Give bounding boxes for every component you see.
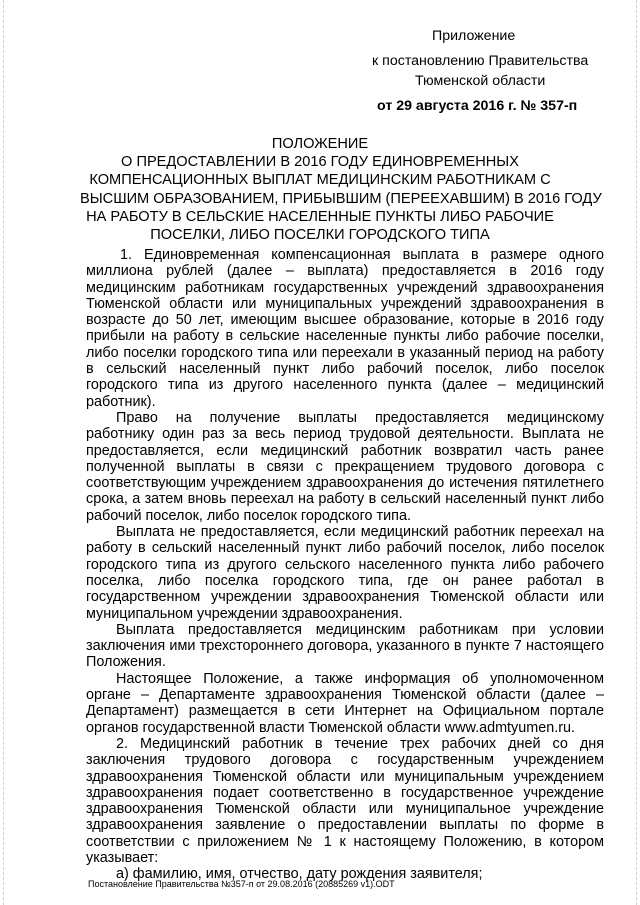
paragraph-4: Выплата предоставляется медицинским работникам при условии заключения ими трехстороннего договора, указанного в пункте 7 настоящего Положения. xyxy=(86,621,604,671)
document-body xyxy=(86,247,604,883)
page-edge-right xyxy=(636,0,637,905)
paragraph-6: 2. Медицинский работник в течение трех рабочих дней со дня заключения трудового договора с государственным учреждением здравоохранения Тюменской области или муниципальным учреждением здравоохранения подает соответственно в государственное учреждение здравоохранения Тюменской области или муниципальное учреждение здравоохранения заявление о предоставлении выплаты по форме в соответствии с приложением № 1 к настоящему Положению, в котором указывает: xyxy=(86,735,604,866)
paragraph-7: а) фамилию, имя, отчество, дату рождения заявителя; xyxy=(116,866,483,883)
title-line: ВЫСШИМ ОБРАЗОВАНИЕМ, ПРИБЫВШИМ (ПЕРЕЕХАВШИМ) В 2016 ГОДУ xyxy=(80,190,602,207)
document-title xyxy=(80,135,602,244)
paragraph-3: Выплата не предоставляется, если медицинский работник переехал на работу в сельский населенный пункт либо рабочий поселок, либо поселок городского типа из другого сельского населенного пункта либо рабочего поселка, либо поселка городского типа, где он ранее работал в государственном учреждении здравоохранения Тюменской области или муниципальном учреждении здравоохранения. xyxy=(86,524,604,622)
title-line: ПОЛОЖЕНИЕ xyxy=(271,136,369,152)
title-line: НА РАБОТУ В СЕЛЬСКИЕ НАСЕЛЕННЫЕ ПУНКТЫ ЛИБО РАБОЧИЕ xyxy=(86,208,554,225)
appendix-date-number: от 29 августа 2016 г. № 357-п xyxy=(377,98,578,114)
paragraph-2: Право на получение выплаты предоставляется медицинскому работнику один раз за весь период трудовой деятельности. Выплата не предоставляется, если медицинский работник возвратил часть ранее полученной выплаты в связи с прекращением трудового договора с соответствующим учреждением здравоохранения до истечения пятилетнего срока, а затем вновь переехал на работу в сельский населенный пункт либо рабочий поселок, либо поселок городского типа. xyxy=(86,409,604,524)
title-line: О ПРЕДОСТАВЛЕНИИ В 2016 ГОДУ ЕДИНОВРЕМЕННЫХ xyxy=(121,154,519,171)
paragraph-1: 1. Единовременная компенсационная выплата в размере одного миллиона рублей (далее – выплата) предоставляется в 2016 году медицинским работникам государственных учреждений здравоохранения Тюменской области или муниципальных учреждений здравоохранения в возрасте до 50 лет, имеющим высшее образование, которые в 2016 году прибыли на работу в сельские населенные пункты либо рабочие поселки, либо поселки городского типа или переехали в указанный период на работу в сельский населенный пункт либо рабочий поселок, либо поселок городского типа из другого населенного пункта (далее – медицинский работник). xyxy=(86,247,604,410)
title-line: ПОСЕЛКИ, ЛИБО ПОСЕЛКИ ГОРОДСКОГО ТИПА xyxy=(150,226,490,243)
title-line: КОМПЕНСАЦИОННЫХ ВЫПЛАТ МЕДИЦИНСКИМ РАБОТНИКАМ С xyxy=(89,172,551,189)
appendix-label: Приложение xyxy=(432,28,516,44)
paragraph-5: Настоящее Положение, а также информация об уполномоченном органе – Департаменте здравоохранения Тюменской области (далее – Департамент) размещается в сети Интернет на Официальном портале органов государственной власти Тюменской области www.admtyumen.ru. xyxy=(86,670,604,736)
appendix-region-line: Тюменской области xyxy=(415,73,546,89)
page-edge-left xyxy=(3,0,4,905)
appendix-decree-line: к постановлению Правительства xyxy=(372,53,589,69)
page-footer: Постановление Правительства №357-п от 29.08.2016 (20885269 v1).ODT xyxy=(88,879,395,889)
